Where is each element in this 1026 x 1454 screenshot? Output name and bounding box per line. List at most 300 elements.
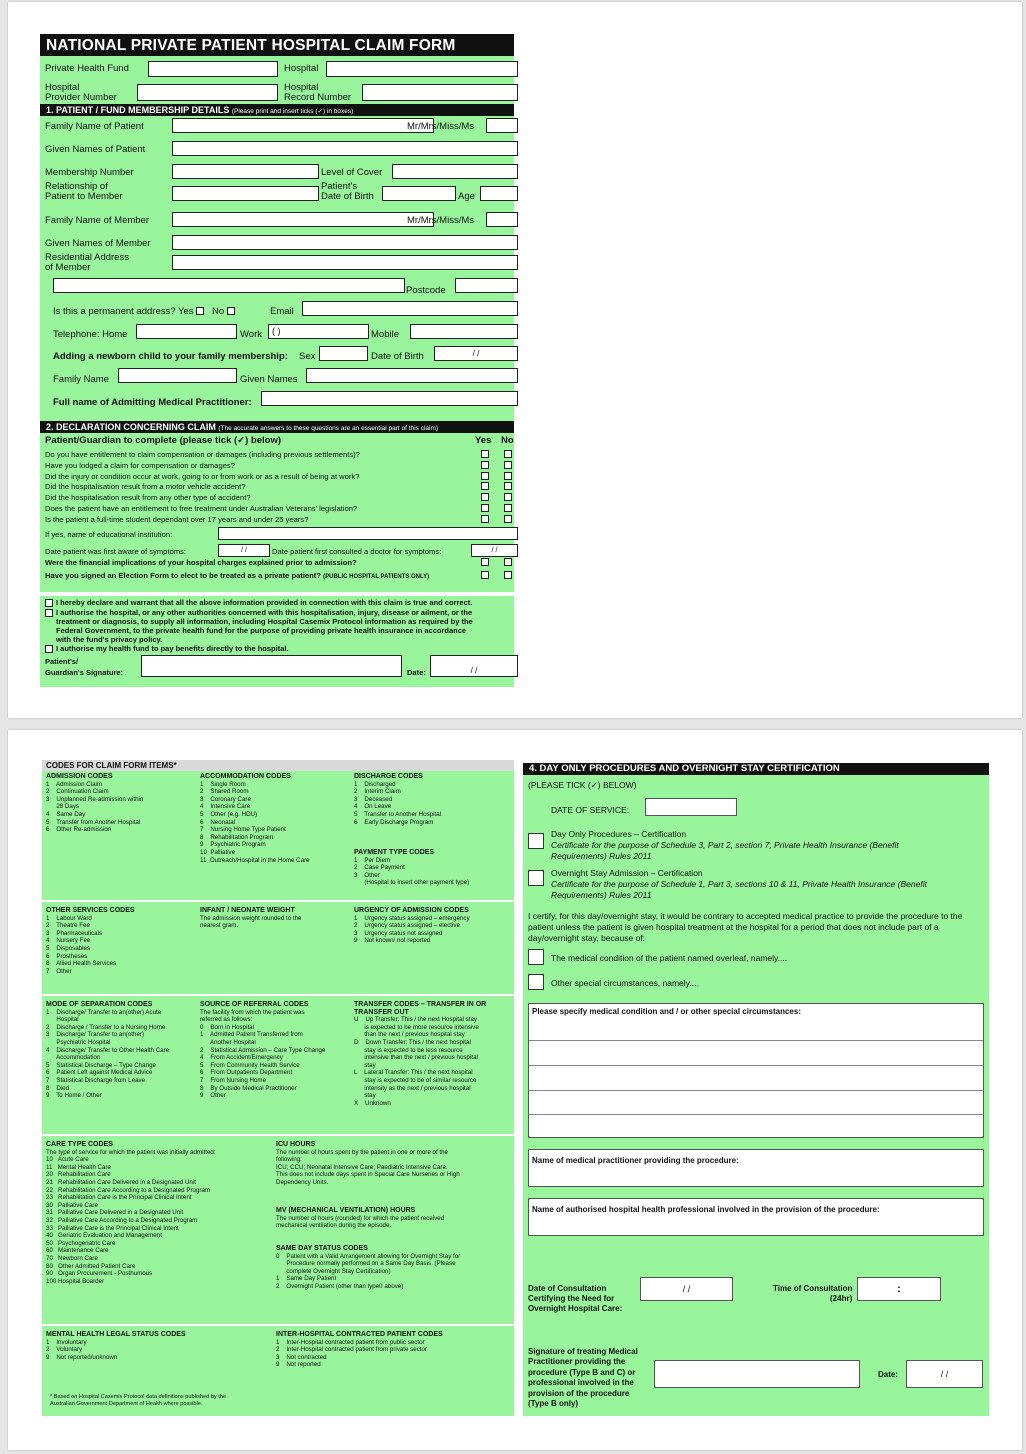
declaration-3: I authorise my health fund to pay benefits directly to the hospital. — [56, 644, 289, 653]
question-yes-checkbox[interactable] — [481, 472, 489, 480]
date-of-service-label: DATE OF SERVICE: — [551, 805, 630, 815]
postcode-field[interactable] — [455, 278, 518, 293]
section-1-title: 1. PATIENT / FUND MEMBERSHIP DETAILS — [46, 105, 230, 115]
code-item: 1 Inter-Hospital contracted patient from public sector — [276, 1338, 425, 1346]
financial-yes-checkbox[interactable] — [481, 558, 489, 566]
code-item: Psychiatric Hospital — [46, 1038, 111, 1046]
question-no-checkbox[interactable] — [504, 504, 512, 512]
first-aware-field[interactable]: / / — [218, 544, 270, 557]
question-no-checkbox[interactable] — [504, 493, 512, 501]
election-question — [45, 571, 429, 582]
code-item: 6 Neonatal — [200, 818, 236, 826]
section-2 — [40, 433, 514, 592]
code-item: 5 Other (e.g. HDU) — [200, 810, 258, 818]
certify-line-3: day/overnight stay, because of: — [528, 933, 646, 943]
given-names-patient-label: Given Names of Patient — [45, 144, 146, 155]
member-title-label: Mr/Mrs/Miss/Ms — [407, 215, 475, 226]
work-label: Work — [240, 329, 262, 340]
code-item: is expected to be more resource intensive — [354, 1023, 479, 1031]
code-item: 7 Statistical Discharge from Leave — [46, 1076, 146, 1084]
code-item: 3 Unplanned Re-admission within — [46, 795, 144, 803]
relationship-field[interactable] — [172, 186, 319, 201]
declaration-1: I hereby declare and warrant that all the above information provided in connection with this claim is true and correct. — [56, 598, 473, 607]
permanent-no-checkbox[interactable] — [227, 307, 235, 315]
declaration-question: Have you lodged a claim for compensation or damages? — [45, 460, 235, 470]
mental-health-codes — [46, 1331, 186, 1361]
code-block-heading: ADMISSION CODES — [46, 773, 113, 780]
code-item: 2 Theatre Fee — [46, 922, 90, 930]
code-item: 5 Statistical Discharge – Type Change — [46, 1061, 156, 1069]
code-item: 1 Involuntary — [46, 1338, 87, 1346]
code-block-heading: INFANT / NEONATE WEIGHT — [200, 907, 295, 914]
code-item: 1 Discharge/ Transfer to an(other) Acute — [46, 1008, 162, 1016]
code-item: 9 Not reported — [276, 1361, 321, 1369]
code-item: nearest gram. — [200, 922, 239, 930]
code-item: than the next / previous hospital stay — [354, 1031, 465, 1039]
code-item: 70 Newborn Care — [46, 1254, 98, 1262]
newborn-family-name-label: Family Name — [53, 374, 109, 385]
day-only-italic-1: Certificate for the purpose of Schedule 3, Part 2, section 7, Private Health Insurance (Benefit — [551, 840, 899, 850]
code-block-heading: ICU HOURS — [276, 1141, 316, 1148]
code-item: 3 Deceased — [354, 795, 393, 803]
code-item: 3 Discharge/ Transfer to an(other) — [46, 1031, 145, 1039]
mobile-label: Mobile — [371, 329, 399, 340]
signature-field[interactable] — [654, 1360, 860, 1388]
divider — [42, 1134, 514, 1136]
code-item: The admission weight rounded to the — [200, 914, 302, 922]
code-item: 3 Other — [354, 871, 380, 879]
provider-label-2: Provider Number — [45, 92, 117, 103]
code-block-heading: INTER-HOSPITAL CONTRACTED PATIENT CODES — [276, 1331, 443, 1338]
patient-dob-label-1: Patient's — [321, 181, 358, 192]
sign-label-5: provision of the procedure — [528, 1389, 630, 1398]
declaration-2-line-2: treatment or diagnosis, to supply all information, including Hospital Casemix Protocol information as required by the — [56, 617, 473, 626]
code-item: 1 Admitted Patient Transferred from — [200, 1031, 303, 1039]
work-field[interactable]: ( ) — [268, 324, 369, 339]
code-item: 28 Days — [46, 803, 80, 811]
code-item: 6 Early Discharge Program — [354, 818, 434, 826]
overnight-title: Overnight Stay Admission – Certification — [551, 868, 703, 878]
hospital-section — [40, 56, 514, 104]
admitting-practitioner-label: Full name of Admitting Medical Practitioner: — [53, 397, 252, 408]
code-item: 6 Other Re-admission — [46, 826, 112, 834]
code-item: 2 Shared Room — [200, 788, 249, 796]
code-item: Dependency Units. — [276, 1178, 329, 1186]
code-item: 9 Not known/ not reported — [354, 937, 431, 945]
question-yes-checkbox[interactable] — [481, 493, 489, 501]
footnote — [50, 1394, 226, 1408]
code-block-heading: OTHER SERVICES CODES — [46, 907, 135, 914]
referral-codes — [200, 1001, 325, 1100]
signature-date-label: Date: — [878, 1370, 899, 1379]
code-item: X Unknown — [354, 1099, 391, 1107]
page-1 — [8, 2, 1022, 718]
code-item: L Lateral Transfer: This / the next hospital — [354, 1069, 473, 1077]
code-item: 9 Other — [200, 1092, 226, 1100]
code-block-heading: ACCOMMODATION CODES — [200, 773, 291, 780]
family-name-member-field[interactable] — [172, 212, 434, 227]
signature-date-field[interactable]: / / — [430, 655, 518, 677]
divider — [42, 900, 514, 902]
private-health-fund-field[interactable] — [148, 61, 278, 77]
declaration-question: Did the hospitalisation result from any other type of accident? — [45, 493, 251, 503]
code-item: complete Overnight Stay Certification) — [276, 1267, 391, 1275]
newborn-given-names-field[interactable] — [306, 368, 518, 383]
residential-label-1: Residential Address — [45, 252, 129, 263]
membership-number-field[interactable] — [172, 164, 319, 179]
declare-checkbox[interactable] — [45, 599, 53, 607]
specify-line — [529, 1065, 983, 1066]
code-item: intensity as the next / previous hospital — [354, 1084, 471, 1092]
code-item: 2 Statistical Admission – Care Type Change — [200, 1046, 326, 1054]
declaration-question: Does the patient have an entitlement to free treatment under Australian Veterans' legislation? — [45, 504, 358, 513]
authorised-professional-box[interactable] — [528, 1198, 984, 1236]
code-item: 5 From Community Health Service — [200, 1061, 300, 1069]
question-yes-checkbox[interactable] — [481, 482, 489, 490]
code-item: The number of hours spent by the patient in one or more of the — [276, 1148, 448, 1156]
family-name-patient-label: Family Name of Patient — [45, 121, 144, 132]
overnight-checkbox[interactable] — [528, 870, 544, 886]
other-special-checkbox[interactable] — [528, 974, 544, 990]
code-item: 0 Born in Hospital — [200, 1023, 254, 1031]
code-item: stay is expected to be of similar resource — [354, 1076, 477, 1084]
code-item: 0 Patient with a Valid Arrangement allowing for Overnight Stay for — [276, 1252, 461, 1260]
declaration-question: Do you have entitlement to claim compensation or damages (including previous settlements)? — [45, 450, 360, 459]
code-item: The facility from which the patient was — [200, 1008, 305, 1016]
medical-condition-checkbox[interactable] — [528, 949, 544, 965]
footnote-line-2: Australian Government Department of Health where possible. — [50, 1401, 203, 1407]
patient-dob-label-2: Date of Birth — [321, 191, 374, 202]
declaration-question: Is the patient a full-time student dependant over 17 years and under 25 years? — [45, 514, 309, 524]
code-item: 22 Rehabilitation Care According to a Designated Program — [46, 1186, 211, 1194]
question-no-checkbox[interactable] — [504, 515, 512, 523]
mobile-field[interactable] — [410, 324, 518, 339]
section-1-header — [40, 104, 514, 116]
code-block-heading: TRANSFER OUT — [354, 1008, 409, 1016]
claim-form — [40, 34, 514, 684]
code-item: 20 Rehabilitation Care — [46, 1171, 111, 1179]
newborn-label: Adding a newborn child to your family membership: — [53, 351, 288, 362]
practitioner-label: Name of medical practitioner providing the procedure: — [532, 1156, 739, 1165]
hospital-label: Hospital — [284, 63, 319, 74]
authorisation-section — [40, 596, 514, 687]
relationship-label-2: Patient to Member — [45, 191, 123, 202]
family-name-patient-field[interactable] — [172, 118, 434, 133]
codes-panel — [42, 760, 514, 1416]
sign-label-4: professional involved in the — [528, 1378, 634, 1387]
level-of-cover-label: Level of Cover — [321, 167, 383, 178]
code-item: The number of hours (rounded) for which the patient received — [276, 1214, 445, 1222]
code-item: 1 Discharged — [354, 780, 396, 788]
authorised-label: Name of authorised hospital health professional involved in the provision of the procedure: — [532, 1205, 880, 1214]
first-consulted-field[interactable]: / / — [471, 544, 518, 557]
certification-title: 4. DAY ONLY PROCEDURES AND OVERNIGHT STAY CERTIFICATION — [523, 763, 989, 775]
postcode-label: Postcode — [406, 285, 446, 296]
education-label: If yes, name of educational institution: — [45, 530, 173, 539]
code-item: 2 Interim Claim — [354, 788, 401, 796]
declaration-2-line-4: with the fund's privacy policy. — [56, 635, 163, 644]
question-no-checkbox[interactable] — [504, 461, 512, 469]
guardian-instruction: Patient/Guardian to complete (please tick (✓) below) — [45, 435, 282, 446]
code-item: D Down Transfer: This / the next hospital — [354, 1038, 471, 1046]
patient-dob-field[interactable] — [382, 186, 456, 201]
declaration-question: Did the injury or condition occur at work, going to or from work or as a result of being at work? — [45, 471, 360, 481]
election-note: (PUBLIC HOSPITAL PATIENTS ONLY) — [323, 574, 430, 580]
sign-label-6: (Type B only) — [528, 1399, 579, 1408]
code-item: 4 Nursery Fee — [46, 937, 91, 945]
code-block-heading: CARE TYPE CODES — [46, 1141, 113, 1148]
level-of-cover-field[interactable] — [392, 164, 518, 179]
code-item: 5 Disposables — [46, 944, 91, 952]
section-2-title: 2. DECLARATION CONCERNING CLAIM — [46, 422, 216, 432]
consultation-date-field[interactable]: / / — [640, 1277, 733, 1301]
code-item: mechanical ventilation during the episode. — [276, 1222, 392, 1230]
signature-label-1: Patient's/ — [45, 657, 79, 666]
hospital-field[interactable] — [326, 61, 518, 77]
financial-no-checkbox[interactable] — [504, 558, 512, 566]
code-item: following: — [276, 1156, 302, 1164]
age-label: Age — [458, 191, 475, 202]
question-no-checkbox[interactable] — [504, 482, 512, 490]
section-1-note: (Please print and insert ticks (✓) in boxes) — [231, 108, 354, 115]
code-item: 8 Allied Health Services — [46, 960, 117, 968]
code-item: 8 Rehabilitation Program — [200, 833, 274, 841]
given-names-member-field[interactable] — [172, 235, 518, 250]
residential-address-field[interactable] — [172, 255, 518, 270]
signature-date-field[interactable]: / / — [906, 1360, 983, 1388]
education-field[interactable] — [218, 527, 518, 540]
day-only-title: Day Only Procedures – Certification — [551, 829, 687, 839]
code-item: 8 By Outside Medical Practitioner — [200, 1084, 297, 1092]
signature-date-label: Date: — [407, 668, 426, 677]
day-only-italic-2: Requirements) Rules 2011 — [551, 851, 652, 861]
code-item: 4 On Leave — [354, 803, 392, 811]
payment-type-codes — [354, 849, 469, 887]
specify-box[interactable] — [528, 1003, 984, 1138]
code-item: 2 Voluntary — [46, 1346, 83, 1354]
code-item: 33 Palliative Care is the Principal Clinical Intent — [46, 1224, 179, 1232]
interhospital-codes — [276, 1331, 443, 1369]
question-yes-checkbox[interactable] — [481, 461, 489, 469]
specify-line — [529, 1040, 983, 1041]
codes-header: CODES FOR CLAIM FORM ITEMS* — [42, 760, 514, 771]
transfer-codes — [354, 1001, 486, 1107]
other-special-label: Other special circumstances, namely.... — [551, 978, 699, 988]
infant-weight — [200, 907, 301, 930]
given-names-patient-field[interactable] — [172, 141, 518, 156]
code-item: Hospital — [46, 1016, 79, 1024]
code-item: 7 Other — [46, 967, 72, 975]
declaration-question: Did the hospitalisation result from a motor vehicle accident? — [45, 482, 246, 492]
code-item: 6 From Outpatients Department — [200, 1069, 293, 1077]
question-no-checkbox[interactable] — [504, 472, 512, 480]
telephone-home-field[interactable] — [136, 324, 237, 339]
consultation-time-field[interactable]: : — [857, 1277, 941, 1301]
code-item: 6 Patient Left against Medical Advice — [46, 1069, 153, 1077]
certify-line-2: patient unless the patient is given hospital treatment at the hospital for a period that does not include part of a — [528, 922, 939, 932]
sign-label-3: procedure (Type B and C) or — [528, 1368, 636, 1377]
telephone-home-label: Telephone: Home — [53, 329, 128, 340]
signature-field[interactable] — [141, 655, 402, 677]
age-field[interactable] — [480, 186, 518, 201]
code-item: 90 Organ Procurement - Posthumous — [46, 1270, 153, 1278]
page-2 — [8, 730, 1022, 1450]
provider-number-field[interactable] — [137, 84, 278, 101]
code-item: 6 Prostheses — [46, 952, 88, 960]
sign-label-2: Practitioner providing the — [528, 1357, 626, 1366]
code-item: 2 Discharge / Transfer to a Nursing Home — [46, 1023, 166, 1031]
mv-hours — [276, 1207, 444, 1230]
sex-field[interactable] — [319, 346, 368, 361]
record-label-2: Record Number — [284, 92, 352, 103]
code-item: 5 Transfer to Another Hospital — [354, 810, 442, 818]
code-item: 2 Continuation Claim — [46, 788, 109, 796]
section-2-note: (The accurate answers to these questions are an essential part of this claim) — [218, 425, 439, 432]
address-line-2-field[interactable] — [53, 278, 405, 293]
sex-label: Sex — [299, 351, 316, 362]
code-item: 9 To Home / Other — [46, 1092, 102, 1100]
specify-line — [529, 1090, 983, 1091]
record-number-field[interactable] — [362, 84, 518, 101]
patient-title-label: Mr/Mrs/Miss/Ms — [407, 121, 475, 132]
newborn-given-names-label: Given Names — [240, 374, 298, 385]
code-block-heading: URGENCY OF ADMISSION CODES — [354, 907, 469, 914]
sign-label-1: Signature of treating Medical — [528, 1347, 638, 1356]
code-block-heading: MODE OF SEPARATION CODES — [46, 1001, 153, 1008]
election-text: Have you signed an Election Form to elect to be treated as a private patient? — [45, 571, 321, 580]
private-health-fund-label: Private Health Fund — [45, 63, 129, 74]
no-header: No — [501, 435, 514, 446]
permanent-no-text: No — [212, 306, 225, 317]
section-1 — [40, 116, 514, 421]
code-item: 4 Intensive Care — [200, 803, 251, 811]
financial-question: Were the financial implications of your hospital charges explained prior to admission? — [45, 558, 357, 567]
code-item: stay — [354, 1061, 376, 1069]
code-item: 3 Urgency status not assigned — [354, 929, 443, 937]
newborn-dob-label: Date of Birth — [371, 351, 424, 362]
email-field[interactable] — [302, 301, 518, 316]
time-label-2: (24hr) — [830, 1294, 853, 1303]
question-yes-checkbox[interactable] — [481, 450, 489, 458]
code-item: stay — [354, 1092, 376, 1100]
consultation-label-1: Date of Consultation — [528, 1284, 607, 1293]
code-item: ICU; CCU; Neonatal Intensive Care; Paediatric Intensive Care. — [276, 1163, 448, 1171]
code-item: 21 Rehabilitation Care Delivered in a Designated Unit — [46, 1178, 196, 1186]
signature-label-2: Guardian's Signature: — [45, 668, 124, 677]
code-item: 1 Per Diem — [354, 856, 391, 864]
code-item: 3 Coronary Care — [200, 795, 251, 803]
overnight-italic-1: Certificate for the purpose of Schedule 1, Part 3, sections 10 & 11, Private Health Insurance (Benefit — [551, 879, 927, 889]
newborn-dob-field[interactable]: / / — [434, 346, 518, 361]
pay-benefits-checkbox[interactable] — [45, 645, 53, 653]
authorise-checkbox[interactable] — [45, 609, 53, 617]
code-item: 2 Overnight Patient (other than type0 above) — [276, 1282, 404, 1290]
consultation-label-2: Certifying the Need for — [528, 1294, 615, 1303]
residential-label-2: of Member — [45, 262, 91, 273]
overnight-italic-2: Requirements) Rules 2011 — [551, 890, 652, 900]
code-item: 3 Not contracted — [276, 1353, 327, 1361]
patient-title-field[interactable] — [486, 118, 518, 133]
code-block-heading: PAYMENT TYPE CODES — [354, 849, 435, 856]
other-services-codes — [46, 907, 135, 975]
election-yes-checkbox[interactable] — [481, 571, 489, 579]
code-item: intensive than the next / previous hospital — [354, 1054, 478, 1062]
divider — [42, 1324, 514, 1326]
medical-condition-label: The medical condition of the patient named overleaf, namely.... — [551, 953, 788, 963]
specify-line — [529, 1114, 983, 1115]
code-item: 30 Palliative Care — [46, 1201, 98, 1209]
question-no-checkbox[interactable] — [504, 450, 512, 458]
given-names-member-label: Given Names of Member — [45, 238, 151, 249]
code-item: 1 Same Day Patient — [276, 1275, 337, 1283]
member-title-field[interactable] — [486, 212, 518, 227]
newborn-family-name-field[interactable] — [118, 368, 237, 383]
footnote-line-1: * Based on Hospital Casemix Protocol data definitions published by the — [50, 1394, 226, 1400]
permanent-yes-checkbox[interactable] — [196, 307, 204, 315]
urgency-codes — [354, 907, 470, 945]
code-item: 4 Discharge/ Transfer to Other Health Care — [46, 1046, 170, 1054]
code-item: 9 Not reported/unknown — [46, 1353, 118, 1361]
separation-codes — [46, 1001, 169, 1100]
election-no-checkbox[interactable] — [504, 571, 512, 579]
code-item: 1 Admission Claim — [46, 780, 103, 788]
code-item: 10 Acute Care — [46, 1156, 89, 1164]
code-item: 23 Rehabilitation Care is the Principal Clinical Intent — [46, 1194, 192, 1202]
code-block-heading: DISCHARGE CODES — [354, 773, 423, 780]
code-item: (Hospital to insert other payment type) — [354, 879, 470, 887]
code-item: The type of service for which the patient was initially admitted: — [46, 1148, 216, 1156]
care-type-codes — [46, 1141, 216, 1285]
code-block-heading: SAME DAY STATUS CODES — [276, 1245, 368, 1252]
form-title: NATIONAL PRIVATE PATIENT HOSPITAL CLAIM FORM — [40, 34, 514, 56]
code-item: 2 Inter-Hospital contracted patient from private sector — [276, 1346, 427, 1354]
day-only-checkbox[interactable] — [528, 833, 544, 849]
code-item: 7 From Nursing Home — [200, 1076, 267, 1084]
divider — [42, 994, 514, 996]
icu-hours — [276, 1141, 460, 1187]
admission-codes — [46, 773, 143, 834]
code-item: 32 Palliative Care According to a Designated Program — [46, 1216, 198, 1224]
first-consulted-label: Date patient first consulted a doctor for symptoms: — [272, 547, 442, 556]
code-item: 4 From Accident/Emergency — [200, 1054, 283, 1062]
code-item: 5 Transfer from Another Hospital — [46, 818, 141, 826]
permanent-yes-text: Is this a permanent address? Yes — [53, 306, 194, 317]
code-item: 80 Other Admitted Patient Care — [46, 1262, 136, 1270]
declaration-2-line-1: I authorise the hospital, or any other authorities concerned with this hospitalisation, injury, disease or ailment, or the — [56, 608, 473, 617]
relationship-label-1: Relationship of — [45, 181, 108, 192]
code-item: Procedure normally performed on a Same Day Basis. (Please — [276, 1260, 456, 1268]
code-item: 2 Urgency status assigned – elective — [354, 922, 460, 930]
code-item: 4 Same Day — [46, 810, 86, 818]
code-block-heading: MV (MECHANICAL VENTILATION) HOURS — [276, 1207, 416, 1214]
code-item: U Up Transfer: This / the next Hospital stay — [354, 1016, 477, 1024]
admitting-practitioner-field[interactable] — [261, 391, 518, 406]
code-item: Accommodation — [46, 1054, 101, 1062]
code-block-heading: MENTAL HEALTH LEGAL STATUS CODES — [46, 1331, 186, 1338]
question-yes-checkbox[interactable] — [481, 504, 489, 512]
same-day-codes — [276, 1245, 460, 1291]
code-item: 40 Geriatric Evaluation and Management — [46, 1232, 162, 1240]
code-item: 100 Hospital Boarder — [46, 1277, 105, 1285]
practitioner-box[interactable] — [528, 1149, 984, 1187]
specify-label: Please specify medical condition and / or other special circumstances: — [532, 1007, 801, 1016]
question-yes-checkbox[interactable] — [481, 515, 489, 523]
provider-label-1: Hospital — [45, 82, 80, 93]
date-of-service-field[interactable] — [645, 798, 737, 816]
email-label: Email — [270, 306, 294, 317]
declaration-2-line-3: Federal Government, to the private health fund for the purpose of providing private health insurance in accordance — [56, 626, 467, 635]
membership-number-label: Membership Number — [45, 167, 134, 178]
